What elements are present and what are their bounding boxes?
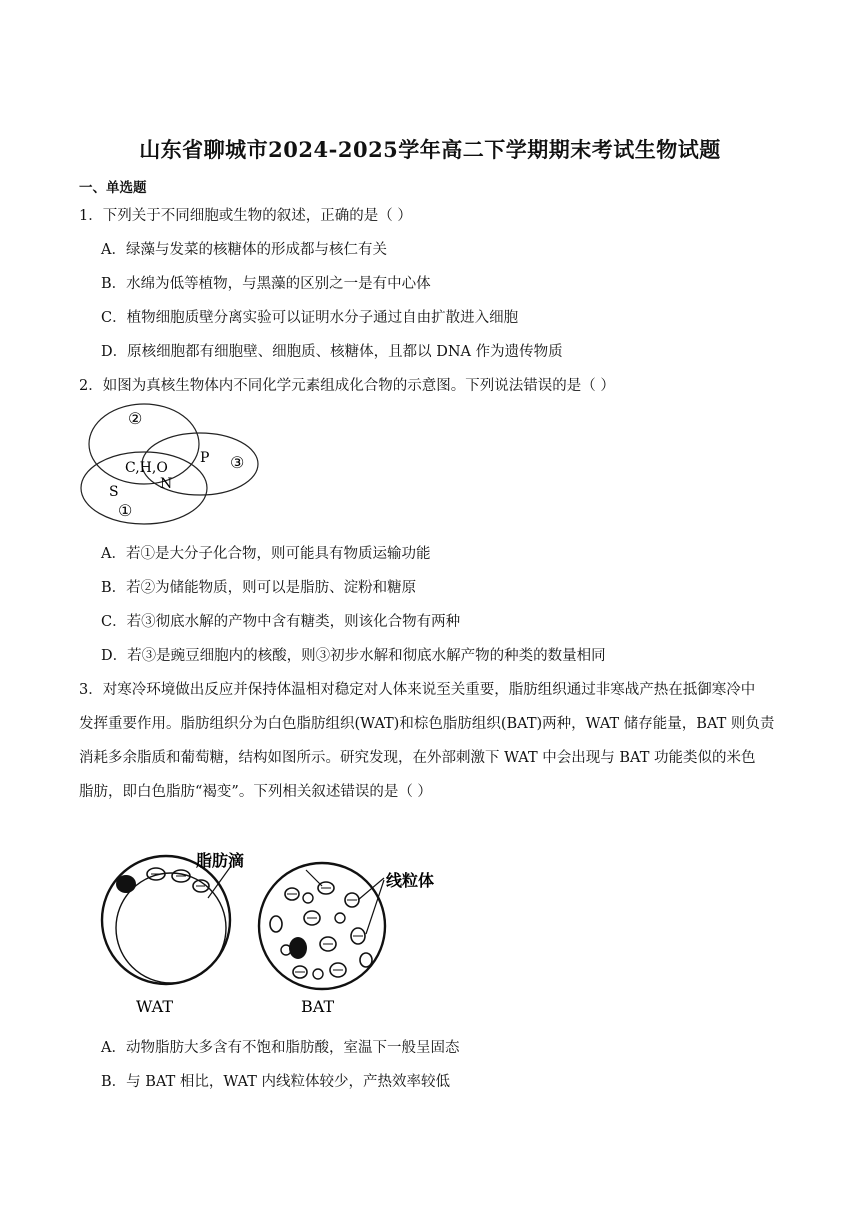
wat-cell [102, 856, 231, 984]
venn-label-center: C,H,O [125, 460, 168, 476]
adipose-cell-figure [96, 840, 456, 1020]
wat-label: WAT [136, 997, 173, 1016]
fat-droplet-label: 脂肪滴 [196, 851, 245, 870]
question-3-stem-line-1: 3．对寒冷环境做出反应并保持体温相对稳定对人体来说至关重要，脂肪组织通过非寒战产热在抵御寒冷中 [79, 682, 756, 698]
question-2-option-a: A．若①是大分子化合物，则可能具有物质运输功能 [101, 546, 431, 562]
exam-title: 山东省聊城市2024-2025学年高二下学期期末考试生物试题 [139, 137, 721, 162]
bat-label: BAT [301, 997, 335, 1016]
question-1-option-c: C．植物细胞质壁分离实验可以证明水分子通过自由扩散进入细胞 [101, 310, 519, 326]
question-2-option-d: D．若③是豌豆细胞内的核酸，则③初步水解和彻底水解产物的种类的数量相同 [101, 648, 606, 664]
question-1-stem: 1．下列关于不同细胞或生物的叙述，正确的是（ ） [79, 208, 412, 224]
question-3-stem-line-3: 消耗多余脂质和葡萄糖，结构如图所示。研究发现，在外部刺激下 WAT 中会出现与 BAT 功能类似的米色 [79, 750, 756, 766]
question-2-option-c: C．若③彻底水解的产物中含有糖类，则该化合物有两种 [101, 614, 461, 630]
venn-label-s: S [109, 484, 119, 500]
question-3-stem-line-4: 脂肪，即白色脂肪“褐变”。下列相关叙述错误的是（ ） [79, 784, 432, 800]
question-3-option-b: B．与 BAT 相比，WAT 内线粒体较少，产热效率较低 [101, 1074, 451, 1090]
question-2-option-b: B．若②为储能物质，则可以是脂肪、淀粉和糖原 [101, 580, 417, 596]
question-1-option-a: A．绿藻与发菜的核糖体的形成都与核仁有关 [101, 242, 387, 258]
venn-diagram [76, 400, 266, 530]
venn-label-1: ① [118, 501, 133, 520]
question-2-stem: 2．如图为真核生物体内不同化学元素组成化合物的示意图。下列说法错误的是（ ） [79, 378, 615, 394]
question-3-option-a: A．动物脂肪大多含有不饱和脂肪酸，室温下一般呈固态 [101, 1040, 460, 1056]
question-3-stem-line-2: 发挥重要作用。脂肪组织分为白色脂肪组织(WAT)和棕色脂肪组织(BAT)两种，WAT 储存能量，BAT 则负责 [79, 716, 775, 732]
section-heading: 一、单选题 [79, 180, 147, 196]
venn-label-p: P [200, 450, 210, 466]
venn-label-n: N [160, 476, 173, 492]
mitochondria-label: 线粒体 [386, 871, 435, 890]
venn-label-3: ③ [230, 453, 245, 472]
question-1-option-d: D．原核细胞都有细胞壁、细胞质、核糖体，且都以 DNA 作为遗传物质 [101, 344, 563, 360]
bat-cell [259, 863, 385, 989]
venn-label-2: ② [128, 409, 143, 428]
question-1-option-b: B．水绵为低等植物，与黑藻的区别之一是有中心体 [101, 276, 431, 292]
